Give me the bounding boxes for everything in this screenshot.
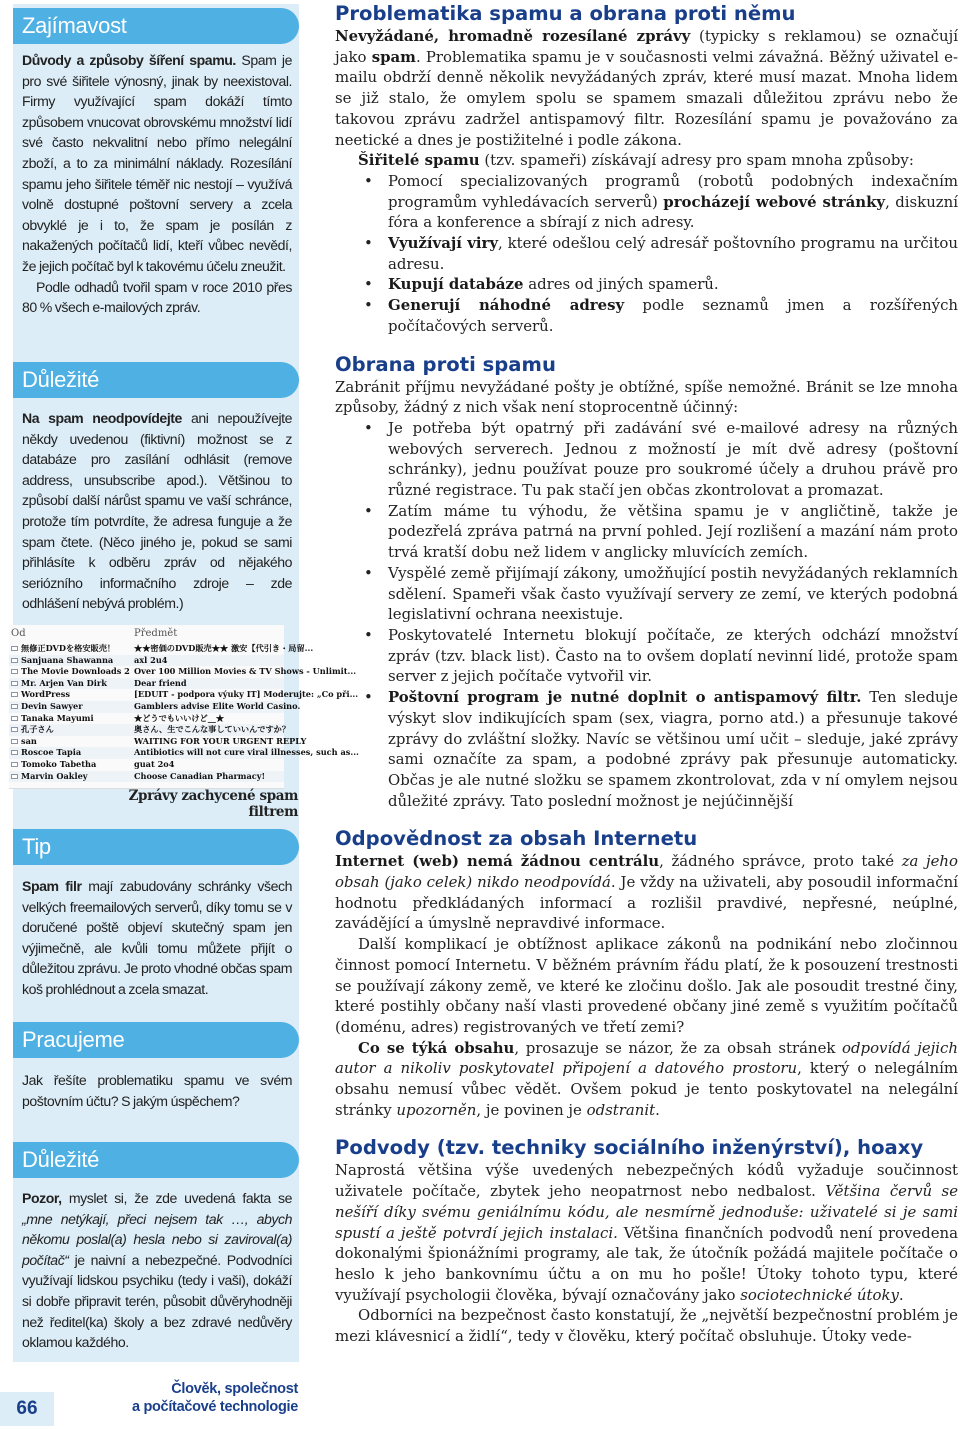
zajimavost-paragraph <box>22 50 292 277</box>
list-item <box>388 295 958 336</box>
message-subject: Choose Canadian Pharmacy! <box>134 770 266 781</box>
box-title-dulezite: Důležité <box>13 362 299 398</box>
message-sender: Devin Sawyer <box>21 700 83 711</box>
message-sender: san <box>21 735 37 746</box>
message-subject: [EDUIT - podpora výuky IT] Moderujte: „Co při... <box>134 689 359 700</box>
fraud-c: . <box>898 1285 904 1304</box>
content-c: , je povinen je <box>476 1100 587 1119</box>
fraud-a: Naprostá většina výše uvedených nebezpečných kódů vyžaduje součinnost uživatele počítače, zbytek jeho neopatrnost nebo nedbalost. <box>335 1161 958 1201</box>
box-zajimavost-text <box>22 50 292 318</box>
content-b: , který o nelegálním obsahu nemusí vůbec vědět. Ovšem pokud je tento poskytovatel na nelegální stránky <box>335 1059 958 1119</box>
message-sender: Marvin Oakley <box>21 770 88 781</box>
method-2-bold: Využívají viry <box>388 234 498 253</box>
table-row[interactable] <box>9 759 284 771</box>
message-subject: WAITING FOR YOUR URGENT REPLY <box>134 735 307 746</box>
responsibility-p1 <box>335 851 958 934</box>
content-italic-2: upozorněn <box>396 1100 477 1119</box>
list-item <box>388 171 958 233</box>
table-row[interactable] <box>9 678 284 690</box>
envelope-icon <box>11 658 18 663</box>
page-number: 66 <box>0 1392 54 1426</box>
envelope-icon <box>11 727 18 732</box>
content-lead: Co se týká obsahu <box>358 1038 515 1057</box>
col-from-header: Od <box>11 628 26 639</box>
responsibility-p3 <box>335 1038 958 1121</box>
message-sender: Tomoko Tabetha <box>21 758 97 769</box>
screenshot-caption: Zprávy zachycené spam filtrem <box>128 788 298 820</box>
dulezite-2-paragraph <box>22 1188 292 1353</box>
spammers-text: (tzv. spameři) získávají adresy pro spam mnoha způsoby: <box>479 151 914 170</box>
message-sender: Roscoe Tapia <box>21 747 82 758</box>
zajimavost-stat: Podle odhadů tvořil spam v roce 2010 přes 80 % všech e-mailových zpráv. <box>22 278 292 316</box>
table-row[interactable] <box>9 724 291 736</box>
responsibility-a: , žádného správce, proto také <box>659 852 902 871</box>
table-row[interactable] <box>9 700 301 713</box>
fraud-p2: Odborníci na bezpečnost často konstatují, že „největší bezpečnostní problém je mezi klávesnicí a židlí“, tedy v člověku, který počítač obsluhuje. Útoky vede- <box>335 1306 958 1346</box>
list-item <box>388 274 958 295</box>
envelope-icon <box>11 774 18 779</box>
box-title-dulezite-2: Důležité <box>13 1142 299 1178</box>
table-row[interactable] <box>9 771 284 783</box>
table-row[interactable] <box>9 747 359 759</box>
message-subject: ★どうでもいいけど__★ <box>134 712 225 723</box>
fraud-italic-2: sociotechnické útoky <box>740 1285 899 1304</box>
defense-intro: Zabránit příjmu nevyžádané pošty je obtížné, spíše nemožné. Bránit se lze mnoha způsoby, žádný z nich však není stoprocentně účinný: <box>335 377 958 417</box>
box-tip-text <box>22 876 292 1000</box>
section-title-defense: Obrana proti spamu <box>335 352 556 376</box>
method-2-text: , které odešlou celý adresář poštovního programu na určitou adresu. <box>388 234 958 273</box>
envelope-icon <box>11 692 18 697</box>
message-subject: Dear friend <box>134 677 187 688</box>
box-dulezite-2-text <box>22 1188 292 1353</box>
box-dulezite-text <box>22 408 292 614</box>
responsibility-lead: Internet (web) nemá žádnou centrálu <box>335 852 660 871</box>
footer-title-line-2: a počítačové technologie <box>131 1399 298 1415</box>
table-row[interactable] <box>9 735 307 748</box>
envelope-icon <box>11 716 18 721</box>
message-subject: 奥さん、生でこんな事していいんですか？ <box>134 724 291 735</box>
fraud-b: Většina finančních podvodů není provedena dokonalými špionážními programy, ale tak, že útočník požádá majitele počítače o heslo k jeho bankovnímu účtu a on mu ho pošle! Útoky tohoto typu, které využívají psychologii člověka, bývají označovány jako <box>335 1223 958 1304</box>
envelope-icon <box>11 704 18 709</box>
main-column <box>335 0 958 1347</box>
envelope-icon <box>11 739 18 744</box>
method-4-text: podle seznamů jmen a rozšířených počítačových serverů. <box>388 296 958 335</box>
message-subject: Over 100 Million Movies & TV Shows - Unlimit... <box>134 666 357 677</box>
filter-text: Ten sleduje výskyt slov indikujících spam (sex, viagra, porno atd.) a přesunuje takové zprávy do zvláštní složky. Navíc se většinou umí učit – sleduje, jaké zprávy sami označíte za spam, a podobné zprávy pak přesunuje automaticky. Občas je ale nutné složku se spamem zkontrolovat, zda v ní omylem nejsou důležité zprávy. Tato poslední možnost je nejúčinnější <box>388 688 958 810</box>
content-italic-3: odstranit <box>586 1100 656 1119</box>
box-title-zajimavost: Zajímavost <box>13 8 299 44</box>
message-sender: 孔子さん <box>21 724 54 735</box>
spam-folder-screenshot <box>9 625 359 789</box>
section-title-spam: Problematika spamu a obrana proti němu <box>335 2 796 25</box>
method-1-a: Pomocí specializovaných programů (robotů podobných indexačním programům vyhledávacích serverů) <box>388 171 958 211</box>
running-footer-title <box>120 1380 298 1416</box>
box-title-pracujeme: Pracujeme <box>13 1022 299 1058</box>
list-item: • Je potřeba být opatrný při zadávání své e-mailové adresy na různých webových serverech. Jednou z možností je mít dvě adresy (poštovní schránky), jednu používat pouze pro soukromé účely a druhou právě pro různé registrace. Tu pak stačí jen občas zkontrolovat a promazat. <box>388 418 958 501</box>
responsibility-p2: Další komplikací je obtížnost aplikace zákonů na podnikání nebo zločinnou činnost pomocí Internetu. V běžném právním řádu platí, že k posouzení trestnosti se používají zákony země, ve které ke zločinu došlo. Jak ale posoudit trestné činy, které postihly občany naší vlasti provedené občany jiné země s využitím počítačů (doménu, adres) registrovaných ve třetí zemi? <box>335 935 958 1036</box>
spammers-paragraph <box>335 150 958 171</box>
list-item: • Poskytovatelé Internetu blokují počítače, ze kterých odchází množství zpráv (tzv. black list). Často na to ovšem doplatí nevinní lidé, protože spam server z jejich počítače vytvořil vir. <box>388 625 958 687</box>
message-subject: axl 2u4 <box>134 654 168 665</box>
envelope-icon <box>11 669 18 674</box>
spammers-lead: Šiřitelé spamu <box>358 151 480 170</box>
list-item <box>388 233 958 274</box>
spam-message-list <box>9 643 359 782</box>
dulezite-2-lead: Pozor, <box>22 1190 62 1206</box>
method-3-text: adres od jiných spamerů. <box>523 275 719 294</box>
message-sender: Tanaka Mayumi <box>21 712 94 723</box>
spam-term: spam <box>371 47 416 66</box>
dulezite-2-text-a: myslet si, že zde uvedená fakta se <box>61 1190 292 1206</box>
list-item: • Vyspělé země přijímají zákony, umožňující postih nevyžádaných reklamních sdělení. Spameři však často využívají servery ze zemí, ve kterých podobná legislativní ochrana neexistuje. <box>388 563 958 625</box>
dulezite-paragraph <box>22 408 292 614</box>
content-a: , prosazuje se názor, že za obsah stránek <box>514 1038 843 1057</box>
message-subject: Gamblers advise Elite World Casino. <box>134 700 301 711</box>
defense-list <box>335 418 958 811</box>
content-italic-1: odpovídá jejich autor a nikoliv poskytovatel připojení a datového prostoru <box>335 1038 958 1078</box>
section-title-responsibility: Odpovědnost za obsah Internetu <box>335 827 698 851</box>
col-subject-header: Předmět <box>134 628 178 639</box>
method-1-bold: procházejí webové stránky <box>663 192 886 211</box>
message-subject: guat 2o4 <box>134 758 175 769</box>
pracujeme-question: Jak řešíte problematiku spamu ve svém poštovním účtu? S jakým úspěchem? <box>22 1072 292 1109</box>
dulezite-lead: Na spam neodpovídejte <box>22 410 182 426</box>
spam-list-header <box>9 625 284 643</box>
box-pracujeme-text <box>22 1070 292 1111</box>
responsibility-b: . Je vždy na uživateli, aby posoudil informační hodnotu předkládaných informací a rozlišil pravdivé, nepřesné, neúplné, zavádějící a úmyslně nepravdivé informace. <box>335 873 958 933</box>
spam-intro-b: . Problematika spamu je v současnosti velmi závažná. Běžný uživatel e-mailu obdrží denně několik nevyžádaných zpráv, které musí mazat. Mnoha lidem se již stalo, že omylem spolu se spamem smazali důležitou zprávu nebo že takovou zprávu zadržel antispamový filtr. Rozesílání spamu je považováno za neetické a dnes je postižitelné i podle zákona. <box>335 47 958 149</box>
envelope-icon <box>11 750 18 755</box>
message-subject: ★★密価のDVD販売★★ 激安【代引き・局留... <box>134 643 314 653</box>
tip-body: mají zabudovány schránky všech velkých freemailových serverů, díky tomu se v doručené poště objeví skutečný spam jen výjimečně, ale kvůli tomu můžete přijít o důležitou zprávu. Je proto vhodné občas spam koš prohlédnout a zcela smazat. <box>22 878 292 997</box>
envelope-icon <box>11 681 18 686</box>
table-row[interactable] <box>9 666 357 678</box>
message-sender: Sanjuana Shawanna <box>21 654 114 665</box>
message-subject: Antibiotics will not cure viral illnesses, such as... <box>134 747 359 758</box>
table-row[interactable] <box>9 713 284 725</box>
dulezite-2-quote: „mne netýkají, přeci nejsem tak …, abych někomu poslal(a) hesla nebo si zaviroval(a) počítač“ <box>22 1210 292 1268</box>
method-1-b: , diskuzní fóra a konference a sbírají z nich adresy. <box>388 192 958 232</box>
spam-intro-a: (typicky s reklamou) se označují jako <box>335 27 959 66</box>
section-title-fraud: Podvody (tzv. techniky sociálního inženýrství), hoaxy <box>335 1136 924 1160</box>
method-4-bold: Generují náhodné adresy <box>388 296 625 315</box>
fraud-p1 <box>335 1160 958 1305</box>
table-row[interactable] <box>9 689 359 701</box>
message-sender: WordPress <box>21 689 70 700</box>
tip-paragraph <box>22 876 292 1000</box>
table-row[interactable] <box>9 643 314 655</box>
spammer-methods-list <box>335 171 958 337</box>
responsibility-italic: za jeho obsah (jako celek) nikdo neodpovídá <box>335 852 958 892</box>
dulezite-body: ani nepoužívejte někdy uvedenou (fiktivní) možnost se z databáze pro zasílání odhlásit (remove address, unsubscribe apod.). Většinou to způsobí další nárůst spamu ve vaší schránce, protože tím potvrdíte, že adresa funguje a že spam čtete. (Něco jiného je, pokud se sami přihlásíte k odběru zpráv od nějakého seriózního informačního zdroje – zde odhlášení nebývá problém.) <box>22 410 292 612</box>
tip-lead: Spam filr <box>22 878 82 894</box>
content-d: . <box>655 1100 660 1119</box>
message-sender: The Movie Downloads 2 <box>21 666 130 677</box>
fraud-italic: Většina červů se nešíří díky svému geniálnímu kódu, ale nesmírně jednoduše: uživatelé si je sami spustí a ještě potvrdí jejich instalaci. <box>335 1182 959 1242</box>
envelope-icon <box>11 646 18 651</box>
zajimavost-lead: Důvody a způsoby šíření spamu. <box>22 52 236 68</box>
spam-intro <box>335 26 958 150</box>
spam-intro-lead: Nevyžádané, hromadně rozesílané zprávy <box>335 27 691 45</box>
list-item: • Zatím máme tu výhodu, že většina spamu je v angličtině, takže je podezřelá zpráva patrná na první pohled. Její rozlišení a mazání nám proto trvá kratší dobu než lidem v anglicky mluvících zemích. <box>388 501 958 563</box>
envelope-icon <box>11 762 18 767</box>
dulezite-2-text-b: je naivní a nebezpečné. Podvodníci využívají lidskou psychiku (tedy i vaši), dokáží si dobře připravit terén, působit důvěryhodněji než ředitel(ka) školy a bez zdravé nedůvěry oklamou každého. <box>22 1251 292 1351</box>
table-row[interactable] <box>9 655 284 667</box>
zajimavost-body: Spam je pro své šiřitele výnosný, jinak by neexistoval. Firmy využívající spam dokáží tímto způsobem vnucovat obrovskému množství lidí své často nekvalitní nebo přímo nelegální zboží, a to za minimální náklady. Rozesílání spamu jeho šiřitele téměř nic nestojí – využívá volně dostupné poštovní servery a zcela obvyklé je i to, že spam je posílán z nakažených počítačů lidí, kteří vůbec nevědí, že jejich počítač byl k takovému účelu zneužit. <box>22 52 292 274</box>
filter-bold: Poštovní program je nutné doplnit o antispamový filtr. <box>388 688 862 707</box>
footer-title-line-1: Člověk, společnost <box>171 1381 298 1397</box>
list-item <box>388 687 958 811</box>
box-title-tip: Tip <box>13 829 299 865</box>
message-sender: Mr. Arjen Van Dirk <box>21 677 107 688</box>
message-sender: 無修正DVDを格安販売！ <box>21 643 116 653</box>
method-3-bold: Kupují databáze <box>388 275 524 294</box>
